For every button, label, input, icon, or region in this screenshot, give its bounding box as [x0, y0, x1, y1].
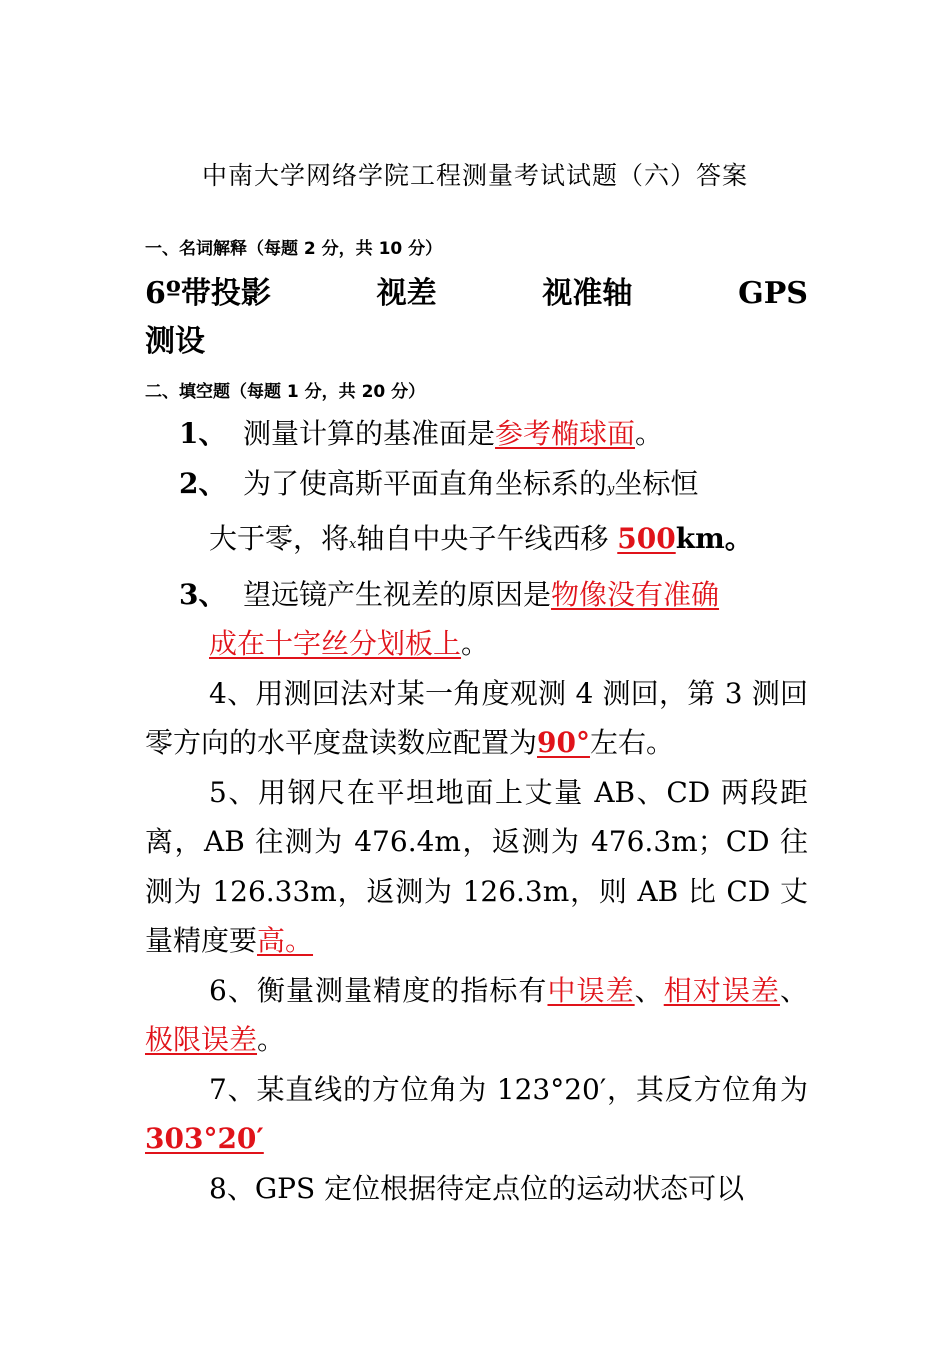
question-text: 为了使高斯平面直角坐标系的	[243, 466, 608, 500]
variable-x: x	[349, 537, 357, 552]
question-5	[145, 768, 808, 966]
question-text: 。	[635, 417, 664, 450]
answer: 参考椭球面	[495, 417, 636, 450]
question-number: 1、	[179, 417, 227, 450]
question-2	[145, 459, 808, 570]
term-item: 6º带投影	[145, 276, 271, 311]
question-text: 7、某直线的方位角为 123°20′，其反方位角为	[209, 1072, 808, 1106]
page-title: 中南大学网络学院工程测量考试试题（六）答案	[201, 161, 748, 190]
variable-y: y	[607, 481, 615, 497]
question-1	[145, 409, 808, 459]
answer: 中误差	[547, 973, 635, 1007]
question-7	[145, 1065, 808, 1164]
question-list	[145, 409, 808, 1213]
section2-heading: 二、填空题（每题 1 分，共 20 分）	[145, 382, 426, 402]
answer: 物像没有准确	[551, 577, 720, 611]
answer: 相对误差	[663, 973, 780, 1007]
question-text: 。	[257, 1023, 286, 1056]
question-number: 2、	[179, 466, 227, 500]
question-4	[145, 669, 808, 768]
question-text: 测量计算的基准面是	[243, 417, 496, 450]
question-text: 5、用钢尺在平坦地面上丈量 AB、CD 两段距离，AB 往测为 476.4m，返测为 476.3m；CD 往测为 126.33m，返测为 126.3m，则 AB 比 CD 丈量精度要	[145, 775, 808, 957]
term-list	[145, 270, 808, 366]
question-text: km。	[675, 522, 753, 555]
question-text: 坐标恒	[614, 466, 699, 500]
question-number: 3、	[179, 577, 227, 611]
section1-heading: 一、名词解释（每题 2 分，共 10 分）	[145, 239, 443, 259]
question-text: 大于零，将	[209, 522, 350, 555]
question-6	[145, 966, 808, 1065]
term-item: 视准轴	[542, 276, 633, 311]
question-text: 。	[461, 627, 490, 660]
question-text: 望远镜产生视差的原因是	[243, 577, 552, 611]
question-text: 左右。	[589, 726, 674, 759]
question-text: 、	[779, 973, 808, 1007]
term-item: 测设	[145, 324, 205, 359]
answer: 成在十字丝分划板上	[209, 627, 462, 660]
answer: 303°20′	[145, 1122, 264, 1155]
term-item: 视差	[376, 276, 437, 311]
question-text: 6、衡量测量精度的指标有	[209, 973, 548, 1007]
question-8	[145, 1164, 808, 1214]
answer: 极限误差	[145, 1023, 258, 1056]
question-text: 、	[634, 973, 664, 1007]
question-text: 4、用测回法对某一角度观测 4 测回，第 3 测回零方向的水平度盘读数应配置为	[145, 676, 808, 759]
question-text: 8、GPS 定位根据待定点位的运动状态可以	[209, 1171, 745, 1205]
answer: 90°	[537, 726, 590, 759]
term-item: GPS	[738, 276, 808, 311]
question-text: 轴自中央子午线西移	[356, 522, 618, 555]
question-3	[145, 570, 808, 669]
answer: 500	[617, 522, 676, 555]
answer: 高。	[257, 924, 314, 957]
